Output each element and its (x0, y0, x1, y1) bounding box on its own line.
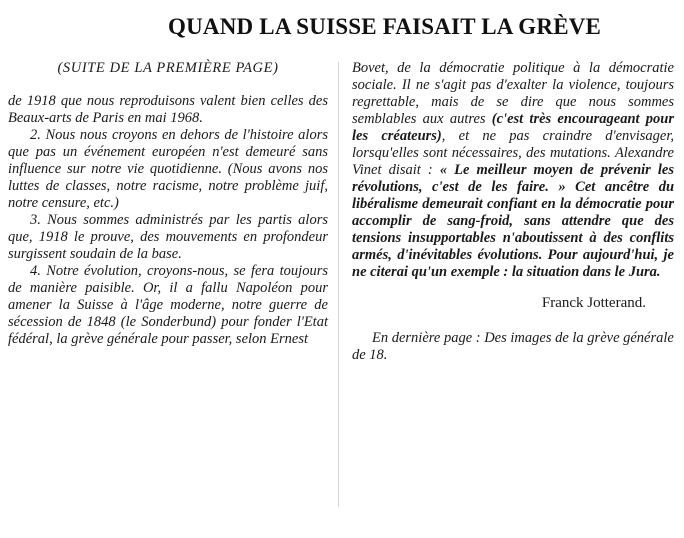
left-column (8, 60, 328, 348)
right-column (352, 60, 674, 364)
paragraph-4: 4. Notre évolution, croyons-nous, se fera toujours de manière paisible. Or, il a fallu Napoléon pour amener la Suisse à l'âge moderne, notre guerre de sécession de 1848 (le Sonderbund) pour fonder l'Etat fédéral, la grève générale pour passer, selon Ernest (8, 263, 328, 347)
vinet-quote: « Le meilleur moyen de prévenir les révolutions, c'est de les faire. » (352, 162, 674, 195)
paragraph-text-a: Bovet, de la démocratie politique à la démocratie sociale. Il ne s'agit pas d'exalter la violence, toujours regrettable, mais de se dire que nous sommes semblables aux autres (352, 60, 674, 127)
paragraph-text-c: , et ne pas craindre d'envisager, lorsqu'elles sont nécessaires, des mutations. Alexandre Vinet disait : (352, 128, 675, 178)
paragraph-text-b: (c'est très encourageant pour les créateurs) (352, 111, 674, 144)
continued-label: (SUITE DE LA PREMIÈRE PAGE) (57, 60, 279, 76)
footnote: En dernière page : Des images de la grève générale de 18. (352, 330, 674, 363)
article-headline: QUAND LA SUISSE FAISAIT LA GRÈVE (168, 14, 602, 39)
paragraph-3: 3. Nous sommes administrés par les partis alors que, 1918 le prouve, des mouvements en profondeur surgissent soudain de la base. (8, 212, 328, 262)
paragraph-text-d: Cet ancêtre du libéralisme demeurait confiant en la démocratie pour accomplir de sang-froid, sans attendre que des tensions insupportables n'aboutissent à des conflits armés, d'inévitables évolutions. Pour aujourd'hui, je ne citerai qu'un exemple : la situation dans le Jura. (352, 179, 675, 280)
column-divider (338, 62, 339, 507)
author-signature: Franck Jotterand. (541, 295, 646, 311)
paragraph-1: de 1918 que nous reproduisons valent bien celles des Beaux-arts de Paris en mai 1968. (8, 93, 328, 126)
paragraph-2: 2. Nous nous croyons en dehors de l'histoire alors que pas un événement européen n'est demeuré sans influence sur notre vie quotidienne. (Nous avons nos luttes de classes, notre racisme, notre problème juif, notre censure, etc.) (8, 127, 328, 211)
continued-paragraph (352, 60, 674, 281)
